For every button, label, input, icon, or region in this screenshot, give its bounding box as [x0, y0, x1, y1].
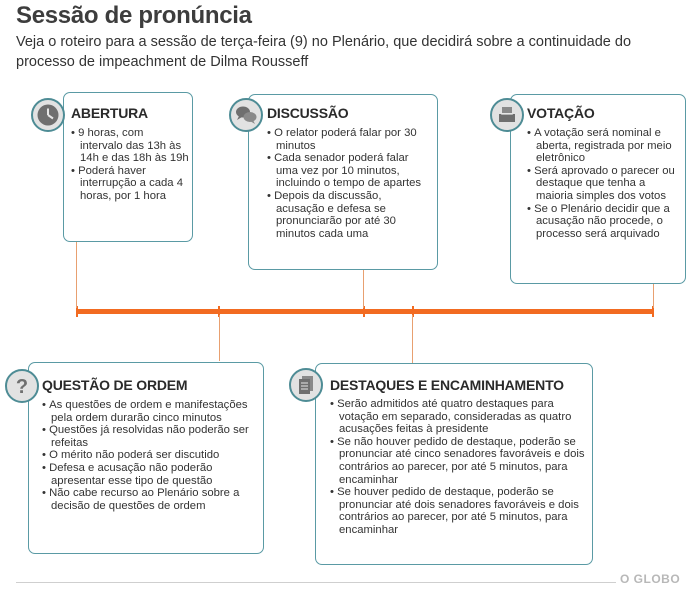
step-title: DISCUSSÃO — [267, 105, 349, 121]
page-subtitle: Veja o roteiro para a sessão de terça-feira (9) no Plenário, que decidirá sobre a continuidade do processo de impeachment de Dilma Rousseff — [16, 34, 632, 70]
list-item: • O relator poderá falar por 30 minutos — [267, 127, 431, 152]
connector-line — [76, 242, 77, 308]
brand-logo: O GLOBO — [620, 572, 681, 586]
step-votacao — [510, 94, 686, 284]
footer-divider — [16, 582, 616, 583]
list-item: • Será aprovado o parecer ou destaque que tenha a maioria simples dos votos — [527, 165, 681, 203]
list-item: • A votação será nominal e aberta, registrada por meio eletrônico — [527, 127, 681, 165]
list-item: • Se o Plenário decidir que a acusação não procede, o processo será arquivado — [527, 203, 681, 241]
step-title: QUESTÃO DE ORDEM — [42, 377, 188, 393]
connector-line — [412, 315, 413, 363]
step-discussao — [248, 94, 438, 270]
step-title: ABERTURA — [71, 105, 148, 121]
step-items — [42, 399, 258, 512]
step-items — [71, 127, 189, 203]
list-item: • Cada senador poderá falar uma vez por 10 minutos, incluindo o tempo de apartes — [267, 152, 431, 190]
list-item: • Serão admitidos até quatro destaques para votação em separado, consideradas as quatro acusações feitas à presidente — [330, 398, 586, 436]
step-title: VOTAÇÃO — [527, 105, 595, 121]
step-items — [330, 398, 586, 537]
connector-line — [363, 270, 364, 308]
timeline-bar — [76, 309, 654, 314]
list-item: • Se houver pedido de destaque, poderão se pronunciar até dois senadores favoráveis e dois contrários ao parecer, por até 5 minutos, para encaminhar — [330, 486, 586, 536]
ballot-box-icon — [490, 98, 524, 132]
list-item: • Poderá haver interrupção a cada 4 horas, por 1 hora — [71, 165, 189, 203]
step-destaques-encaminhamento — [315, 363, 593, 565]
connector-line — [653, 284, 654, 308]
list-item: • Questões já resolvidas não poderão ser refeitas — [42, 424, 258, 449]
step-items — [527, 127, 681, 240]
page-title: Sessão de pronúncia — [16, 2, 252, 29]
svg-text:?: ? — [15, 376, 29, 398]
clock-icon — [31, 98, 65, 132]
list-item: • Depois da discussão, acusação e defesa se pronunciarão por até 30 minutos cada uma — [267, 190, 431, 240]
list-item: • Se não houver pedido de destaque, poderão se pronunciar até cinco senadores favoráveis e dois contrários ao parecer, por até 5 minutos, para encaminhar — [330, 436, 586, 486]
connector-line — [219, 315, 220, 361]
list-item: • Defesa e acusação não poderão apresentar esse tipo de questão — [42, 462, 258, 487]
step-items — [267, 127, 431, 240]
list-item: • As questões de ordem e manifestações pela ordem durarão cinco minutos — [42, 399, 258, 424]
documents-icon — [289, 368, 323, 402]
step-questao-de-ordem — [28, 362, 264, 554]
list-item: • O mérito não poderá ser discutido — [42, 449, 258, 462]
speech-bubbles-icon — [229, 98, 263, 132]
list-item: • 9 horas, com intervalo das 13h às 14h e das 18h às 19h — [71, 127, 189, 165]
list-item: • Não cabe recurso ao Plenário sobre a decisão de questões de ordem — [42, 487, 258, 512]
step-abertura — [63, 92, 193, 242]
question-mark-icon — [5, 369, 39, 403]
step-title: DESTAQUES E ENCAMINHAMENTO — [330, 377, 564, 393]
